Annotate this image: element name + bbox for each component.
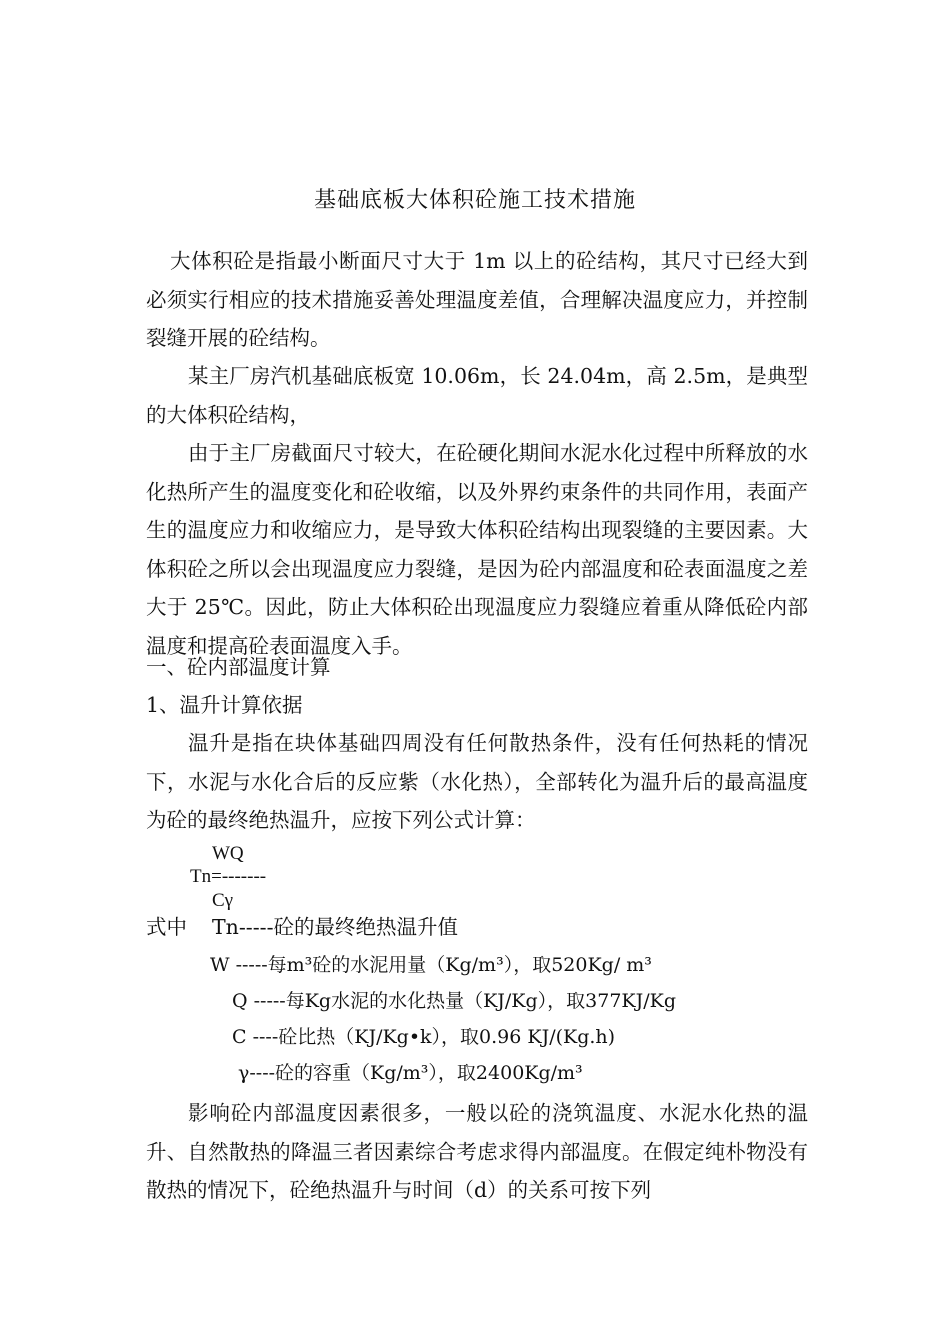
- variables-label: 式中: [146, 915, 187, 939]
- section-heading: 一、砼内部温度计算: [146, 655, 331, 679]
- variable-gamma: γ----砼的容重（Kg/m³），取2400Kg/m³: [238, 1062, 583, 1084]
- paragraph-definition: 大体积砼是指最小断面尺寸大于 1m 以上的砼结构，其尺寸已经大到必须实行相应的技术措施妥善处理温度差值，合理解决温度应力，并控制裂缝开展的砼结构。: [146, 249, 808, 350]
- variable-tn: Tn-----砼的最终绝热温升值: [212, 915, 459, 939]
- paragraph-cause: 由于主厂房截面尺寸较大，在砼硬化期间水泥水化过程中所释放的水化热所产生的温度变化和砼收缩，以及外界约束条件的共同作用，表面产生的温度应力和收缩应力，是导致大体积砼结构出现裂缝的主要因素。大体积砼之所以会出现温度应力裂缝，是因为砼内部温度和砼表面温度之差大于 25℃。因此，防止大体积砼出现温度应力裂缝应着重从降低砼内部温度和提高砼表面温度入手。: [146, 441, 808, 658]
- variable-w: W -----每m³砼的水泥用量（Kg/m³），取520Kg/ m³: [210, 954, 652, 976]
- variable-c: C ----砼比热（KJ/Kg•k），取0.96 KJ/(Kg.h): [232, 1026, 616, 1048]
- formula-numerator: WQ: [212, 843, 244, 864]
- formula-lhs: Tn=-------: [190, 866, 267, 887]
- variable-q: Q -----每Kg水泥的水化热量（KJ/Kg），取377KJ/Kg: [232, 990, 676, 1012]
- paragraph-temperature-rise: 温升是指在块体基础四周没有任何散热条件，没有任何热耗的情况下，水泥与水化合后的反应紫（水化热），全部转化为温升后的最高温度为砼的最终绝热温升，应按下列公式计算：: [146, 731, 808, 832]
- paragraph-influence: 影响砼内部温度因素很多，一般以砼的浇筑温度、水泥水化热的温升、自然散热的降温三者因素综合考虑求得内部温度。在假定纯朴物没有散热的情况下，砼绝热温升与时间（d）的关系可按下列: [146, 1101, 808, 1202]
- document-title: 基础底板大体积砼施工技术措施: [313, 188, 636, 213]
- paragraph-dimensions: 某主厂房汽机基础底板宽 10.06m，长 24.04m，高 2.5m，是典型的大体积砼结构，: [146, 364, 808, 427]
- subsection-heading: 1、温升计算依据: [146, 693, 303, 717]
- formula-denominator: Cγ: [212, 890, 234, 911]
